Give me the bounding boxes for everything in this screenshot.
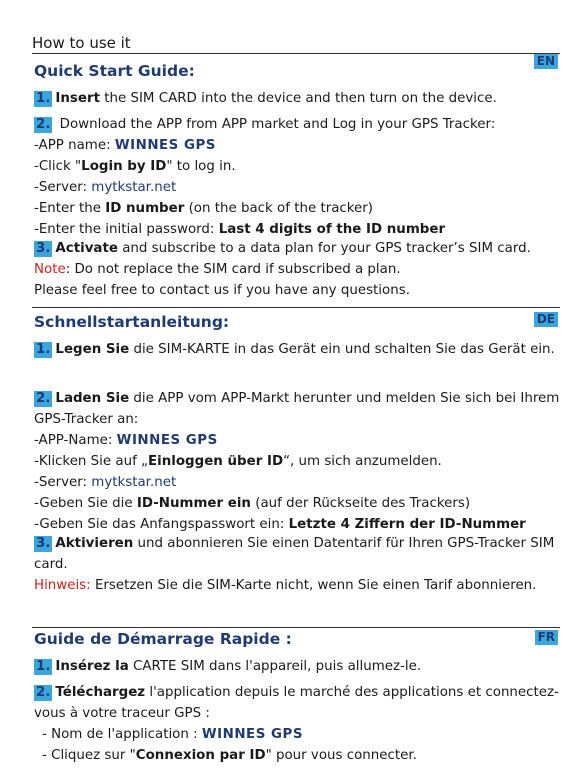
fr-step-2-num: 2.: [36, 685, 51, 700]
en-step-3: 3. Activate and subscribe to a data plan for your GPS tracker’s SIM card. Note: Do not replace the SIM card if subscribed a plan. Please feel free to contact us if you have any questions.: [34, 238, 560, 301]
de-badge: DE: [534, 312, 558, 327]
de-server: mytkstar.net: [91, 475, 177, 490]
de-step-2-num: 2.: [36, 391, 51, 406]
de-step-1-num: 1.: [36, 342, 51, 357]
en-step-1: 1. Insert the SIM CARD into the device and then turn on the device.: [36, 91, 497, 106]
fr-badge: FR: [535, 630, 558, 645]
en-step-1-num: 1.: [36, 91, 51, 106]
en-section-title: Quick Start Guide:: [34, 62, 195, 80]
top-rule: [32, 53, 560, 54]
fr-section-title: Guide de Démarrage Rapide :: [34, 630, 292, 648]
en-badge: EN: [534, 54, 558, 69]
fr-app-name: WINNES GPS: [201, 727, 303, 742]
en-step-2: 2. Download the APP from APP market and Log in your GPS Tracker: -APP name: WINNES GPS -Click "Login by ID" to log in. -Server: mytkstar.net -Enter the ID number (on the back of the tracker) -Enter the initial password: Last 4 digits of the ID number: [34, 117, 496, 237]
en-app-name: WINNES GPS: [114, 138, 216, 153]
fr-step-1-num: 1.: [36, 659, 51, 674]
de-section-title: Schnellstartanleitung:: [34, 313, 230, 331]
en-note-label: Note: [34, 262, 66, 277]
de-step-1: 1. Legen Sie die SIM-KARTE in das Gerät ein und schalten Sie das Gerät ein.: [36, 342, 555, 357]
rule-en-de: [32, 307, 560, 308]
de-note-label: Hinweis:: [34, 578, 91, 593]
page-heading: How to use it: [32, 34, 131, 52]
en-step-3-num: 3.: [36, 241, 51, 256]
fr-step-2: 2. Téléchargez l'application depuis le marché des applications et connectez-vous à votre traceur GPS : - Nom de l'application : WINNES GPS - Cliquez sur "Connexion par ID" pour vous connecter.: [34, 685, 559, 763]
de-step-3-num: 3.: [36, 536, 51, 551]
en-server: mytkstar.net: [91, 180, 177, 195]
de-step-2: 2. Laden Sie die APP vom APP-Markt herunter und melden Sie sich bei Ihrem GPS-Tracker an: -APP-Name: WINNES GPS -Klicken Sie auf „Einloggen über ID“, um sich anzumelden. -Server: mytkstar.net -Geben Sie die ID-Nummer ein (auf der Rückseite des Trackers) -Geben Sie das Anfangspasswort ein: Letzte 4 Ziffern der ID-Nummer: [34, 391, 560, 532]
rule-de-fr: [32, 627, 560, 628]
de-app-name: WINNES GPS: [116, 433, 218, 448]
de-step-3: 3. Aktivieren und abonnieren Sie einen Datentarif für Ihren GPS-Tracker SIM card. Hinweis: Ersetzen Sie die SIM-Karte nicht, wenn Sie einen Tarif abonnieren.: [34, 536, 555, 593]
fr-step-1: 1. Insérez la CARTE SIM dans l'appareil, puis allumez-le.: [36, 659, 422, 674]
en-contact: Please feel free to contact us if you have any questions.: [34, 283, 410, 298]
en-step-2-num: 2.: [36, 117, 51, 132]
